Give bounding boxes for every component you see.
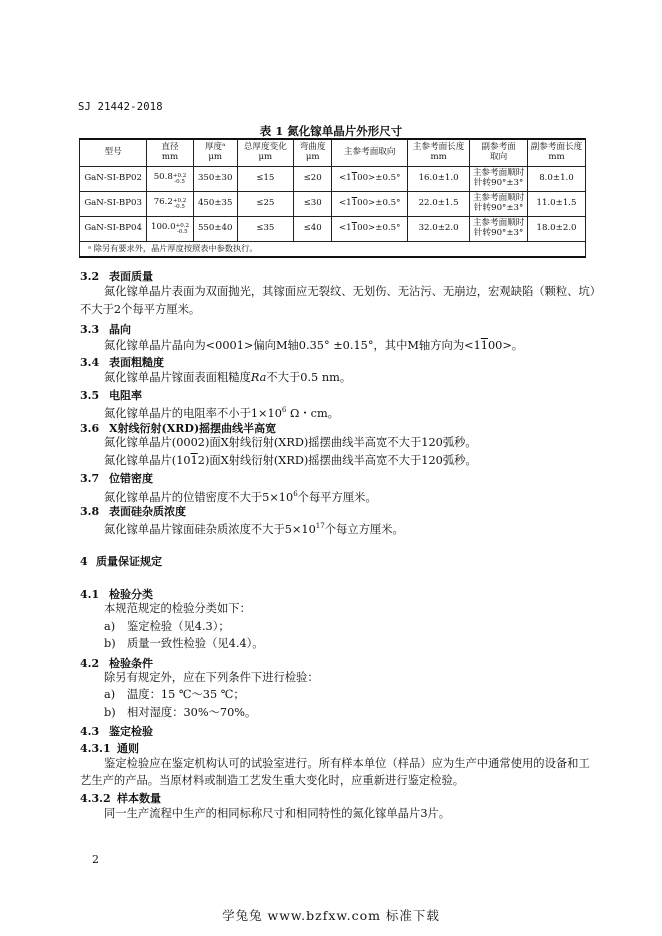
cell-secondary-length: 18.0±2.0 xyxy=(528,217,586,242)
document-id: SJ 21442-2018 xyxy=(78,101,163,113)
paragraph-3-8: 氮化镓单晶片镓面硅杂质浓度不大于$5\times 10^{17}$个每立方厘米。 xyxy=(104,522,404,536)
column-header: 总厚度变化 μm xyxy=(237,139,293,167)
paragraph-3-3: 氮化镓单晶片晶向为<0001>偏向M轴0.35° ±0.15°，其中M轴方向为<1100>。 xyxy=(104,339,524,352)
cell-model: GaN-SI-BP02 xyxy=(80,167,147,192)
cell-secondary-orientation: 主参考面顺时 针转90°±3° xyxy=(470,167,528,192)
cell-secondary-orientation: 主参考面顺时 针转90°±3° xyxy=(470,217,528,242)
cell-model: GaN-SI-BP03 xyxy=(80,192,147,217)
cell-ttv: ≤25 xyxy=(237,192,293,217)
page-number: 2 xyxy=(92,853,99,866)
cell-ttv: ≤35 xyxy=(237,217,293,242)
section-heading-4-3-2: 4.3.2 样本数量 xyxy=(80,792,161,805)
table-row xyxy=(80,167,586,192)
table-header-row xyxy=(80,139,586,167)
cell-bow: ≤30 xyxy=(293,192,332,217)
cell-primary-length: 16.0±1.0 xyxy=(407,167,469,192)
column-header: 型号 xyxy=(80,139,147,167)
section-heading-3-7: 3.7 位错密度 xyxy=(80,472,153,485)
section-heading-3-8: 3.8 表面硅杂质浓度 xyxy=(80,505,186,518)
paragraph-3-6-line2: 氮化镓单晶片(1012)面X射线衍射(XRD)摇摆曲线半高宽不大于120弧秒。 xyxy=(104,454,477,467)
table-row xyxy=(80,192,586,217)
column-header: 主参考面取向 xyxy=(332,139,407,167)
cell-thickness: 350±30 xyxy=(193,167,237,192)
cell-primary-orientation: <1100>±0.5° xyxy=(332,167,407,192)
paragraph-3-2-line2: 不大于2个每平方厘米。 xyxy=(80,303,201,316)
paragraph-4-3-1-line1: 鉴定检验应在鉴定机构认可的试验室进行。所有样本单位（样品）应为生产中通常使用的设备和工 xyxy=(104,757,590,770)
section-heading-4-1: 4.1 检验分类 xyxy=(80,588,153,601)
cell-diameter: 50.8 $^{+0.2 -0.5}$ xyxy=(147,167,193,192)
table-row xyxy=(80,217,586,242)
paragraph-3-7: 氮化镓单晶片的位错密度不大于$5\times 10^6$个每平方厘米。 xyxy=(104,490,377,504)
column-header: 主参考面长度 mm xyxy=(407,139,469,167)
list-item: b) 相对湿度：30%～70%。 xyxy=(104,706,257,719)
cell-primary-orientation: <1100>±0.5° xyxy=(332,192,407,217)
section-heading-4: 4 质量保证规定 xyxy=(80,555,162,568)
table-caption: 表 1 氮化镓单晶片外形尺寸 xyxy=(259,124,403,138)
paragraph-3-6-line1: 氮化镓单晶片(0002)面X射线衍射(XRD)摇摆曲线半高宽不大于120弧秒。 xyxy=(104,436,477,449)
cell-secondary-orientation: 主参考面顺时 针转90°±3° xyxy=(470,192,528,217)
list-item: b) 质量一致性检验（见4.4）。 xyxy=(104,637,264,650)
cell-ttv: ≤15 xyxy=(237,167,293,192)
section-heading-4-3-1: 4.3.1 通则 xyxy=(80,742,139,755)
cell-thickness: 550±40 xyxy=(193,217,237,242)
cell-secondary-length: 11.0±1.5 xyxy=(528,192,586,217)
cell-model: GaN-SI-BP04 xyxy=(80,217,147,242)
dimensions-table xyxy=(79,138,586,258)
cell-thickness: 450±35 xyxy=(193,192,237,217)
column-header: 厚度ᵃ μm xyxy=(193,139,237,167)
section-heading-4-3: 4.3 鉴定检验 xyxy=(80,725,153,738)
cell-primary-length: 32.0±2.0 xyxy=(407,217,469,242)
table-note: ᵃ 除另有要求外，晶片厚度按照表中参数执行。 xyxy=(80,242,586,258)
section-heading-3-4: 3.4 表面粗糙度 xyxy=(80,356,164,369)
cell-primary-orientation: <1100>±0.5° xyxy=(332,217,407,242)
column-header: 直径 mm xyxy=(147,139,193,167)
column-header: 副参考面长度 mm xyxy=(528,139,586,167)
paragraph-3-4: 氮化镓单晶片镓面表面粗糙度Ra不大于0.5 nm。 xyxy=(104,371,352,384)
cell-bow: ≤40 xyxy=(293,217,332,242)
table-note-row xyxy=(80,242,586,258)
paragraph-4-3-2: 同一生产流程中生产的相同标称尺寸和相同特性的氮化镓单晶片3片。 xyxy=(104,807,451,820)
section-heading-3-6: 3.6 X射线衍射(XRD)摇摆曲线半高宽 xyxy=(80,422,277,435)
paragraph-4-1: 本规范规定的检验分类如下： xyxy=(104,602,251,615)
paragraph-3-2-line1: 氮化镓单晶片表面为双面抛光，其镓面应无裂纹、无划伤、无沾污、无崩边，宏观缺陷（颗粒、坑） xyxy=(104,285,602,298)
cell-diameter: 100.0 $^{+0.2 -0.5}$ xyxy=(147,217,193,242)
section-heading-3-2: 3.2 表面质量 xyxy=(80,270,153,283)
list-item: a) 温度：15 ℃～35 ℃； xyxy=(104,688,245,701)
cell-primary-length: 22.0±1.5 xyxy=(407,192,469,217)
footer-watermark: 学兔兔 www.bzfxw.com 标准下载 xyxy=(222,908,440,923)
column-header: 副参考面 取向 xyxy=(470,139,528,167)
section-heading-3-3: 3.3 晶向 xyxy=(80,323,131,336)
column-header: 弯曲度 μm xyxy=(293,139,332,167)
cell-diameter: 76.2 $^{+0.2 -0.5}$ xyxy=(147,192,193,217)
section-heading-4-2: 4.2 检验条件 xyxy=(80,657,153,670)
cell-bow: ≤20 xyxy=(293,167,332,192)
paragraph-3-5: 氮化镓单晶片的电阻率不小于$1\times 10^6$ Ω・cm。 xyxy=(104,406,339,420)
paragraph-4-2: 除另有规定外，应在下列条件下进行检验： xyxy=(104,671,319,684)
cell-secondary-length: 8.0±1.0 xyxy=(528,167,586,192)
section-heading-3-5: 3.5 电阻率 xyxy=(80,389,142,402)
paragraph-4-3-1-line2: 艺生产的产品。当原材料或制造工艺发生重大变化时，应重新进行鉴定检验。 xyxy=(80,774,465,787)
list-item: a) 鉴定检验（见4.3）； xyxy=(104,620,230,633)
